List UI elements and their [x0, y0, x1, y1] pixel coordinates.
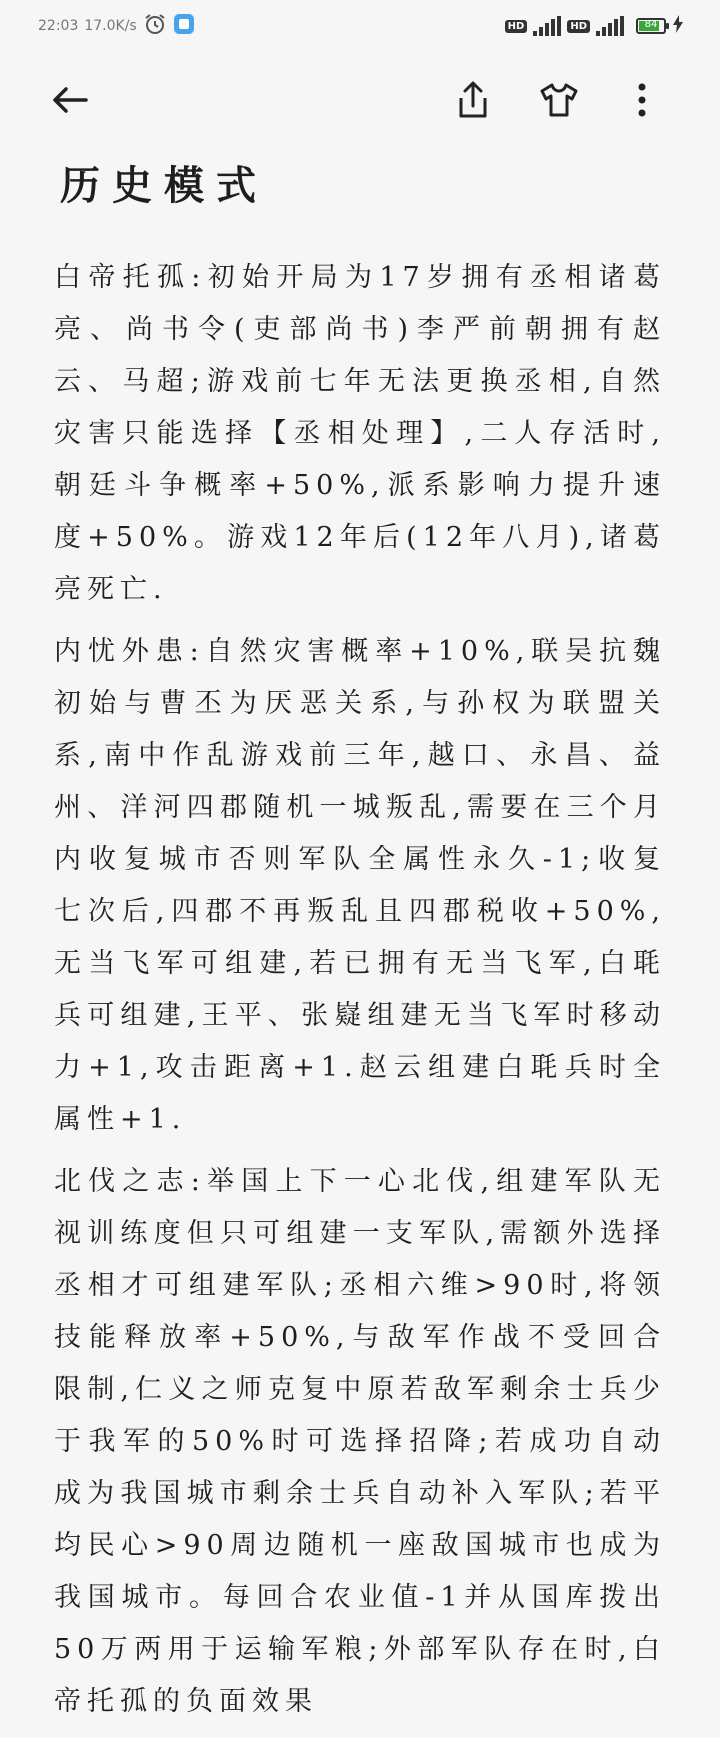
share-button[interactable] — [449, 76, 497, 124]
signal-icon — [596, 16, 624, 36]
signal-icon — [533, 16, 561, 36]
note-content[interactable] — [54, 160, 666, 1738]
battery-icon — [636, 18, 666, 34]
status-time: 22:03 — [38, 18, 79, 34]
battery-level-text: 84 — [644, 19, 658, 30]
theme-button[interactable] — [535, 76, 583, 124]
note-paragraph[interactable]: 白帝托孤:初始开局为17岁拥有丞相诸葛亮、尚书令(吏部尚书)李严前朝拥有赵云、马超;游戏前七年无法更换丞相,自然灾害只能选择【丞相处理】,二人存活时,朝廷斗争概率+50%,派系影响力提升速度+50%。游戏12年后(12年八月),诸葛亮死亡. — [54, 262, 666, 605]
note-paragraph[interactable]: 内忧外患:自然灾害概率+10%,联吴抗魏初始与曹丕为厌恶关系,与孙权为联盟关系,南中作乱游戏前三年,越口、永昌、益州、洋河四郡随机一城叛乱,需要在三个月内收复城市否则军队全属性永久-1;收复七次后,四郡不再叛乱且四郡税收+50%,无当飞军可组建,若已拥有无当飞军,白毦兵可组建,王平、张嶷组建无当飞军时移动力+1,攻击距离+1.赵云组建白毦兵时全属性+1. — [54, 636, 666, 1135]
note-title[interactable]: 历史模式 — [60, 162, 268, 209]
alarm-clock-icon — [143, 12, 167, 40]
more-button[interactable] — [618, 76, 666, 124]
note-toolbar — [0, 68, 720, 132]
app-notification-icon — [173, 13, 195, 39]
hd-icon: HD — [567, 20, 590, 33]
note-paragraph[interactable]: 北伐之志:举国上下一心北伐,组建军队无视训练度但只可组建一支军队,需额外选择丞相才可组建军队;丞相六维>90时,将领技能释放率+50%,与敌军作战不受回合限制,仁义之师克复中原若敌军剩余士兵少于我军的50%时可选择招降;若成功自动成为我国城市剩余士兵自动补入军队;若平均民心>90周边随机一座敌国城市也成为我国城市。每回合农业值-1并从国库拨出50万两用于运输军粮;外部军队存在时,白帝托孤的负面效果 — [54, 1166, 666, 1717]
share-icon — [455, 80, 491, 120]
back-arrow-icon — [50, 80, 90, 120]
hd-icon: HD — [505, 20, 528, 33]
back-button[interactable] — [46, 76, 94, 124]
charging-icon — [672, 15, 684, 37]
more-vertical-icon — [637, 82, 647, 118]
status-bar — [0, 0, 720, 52]
tshirt-icon — [539, 80, 579, 120]
network-speed: 17.0K/s — [84, 18, 137, 34]
